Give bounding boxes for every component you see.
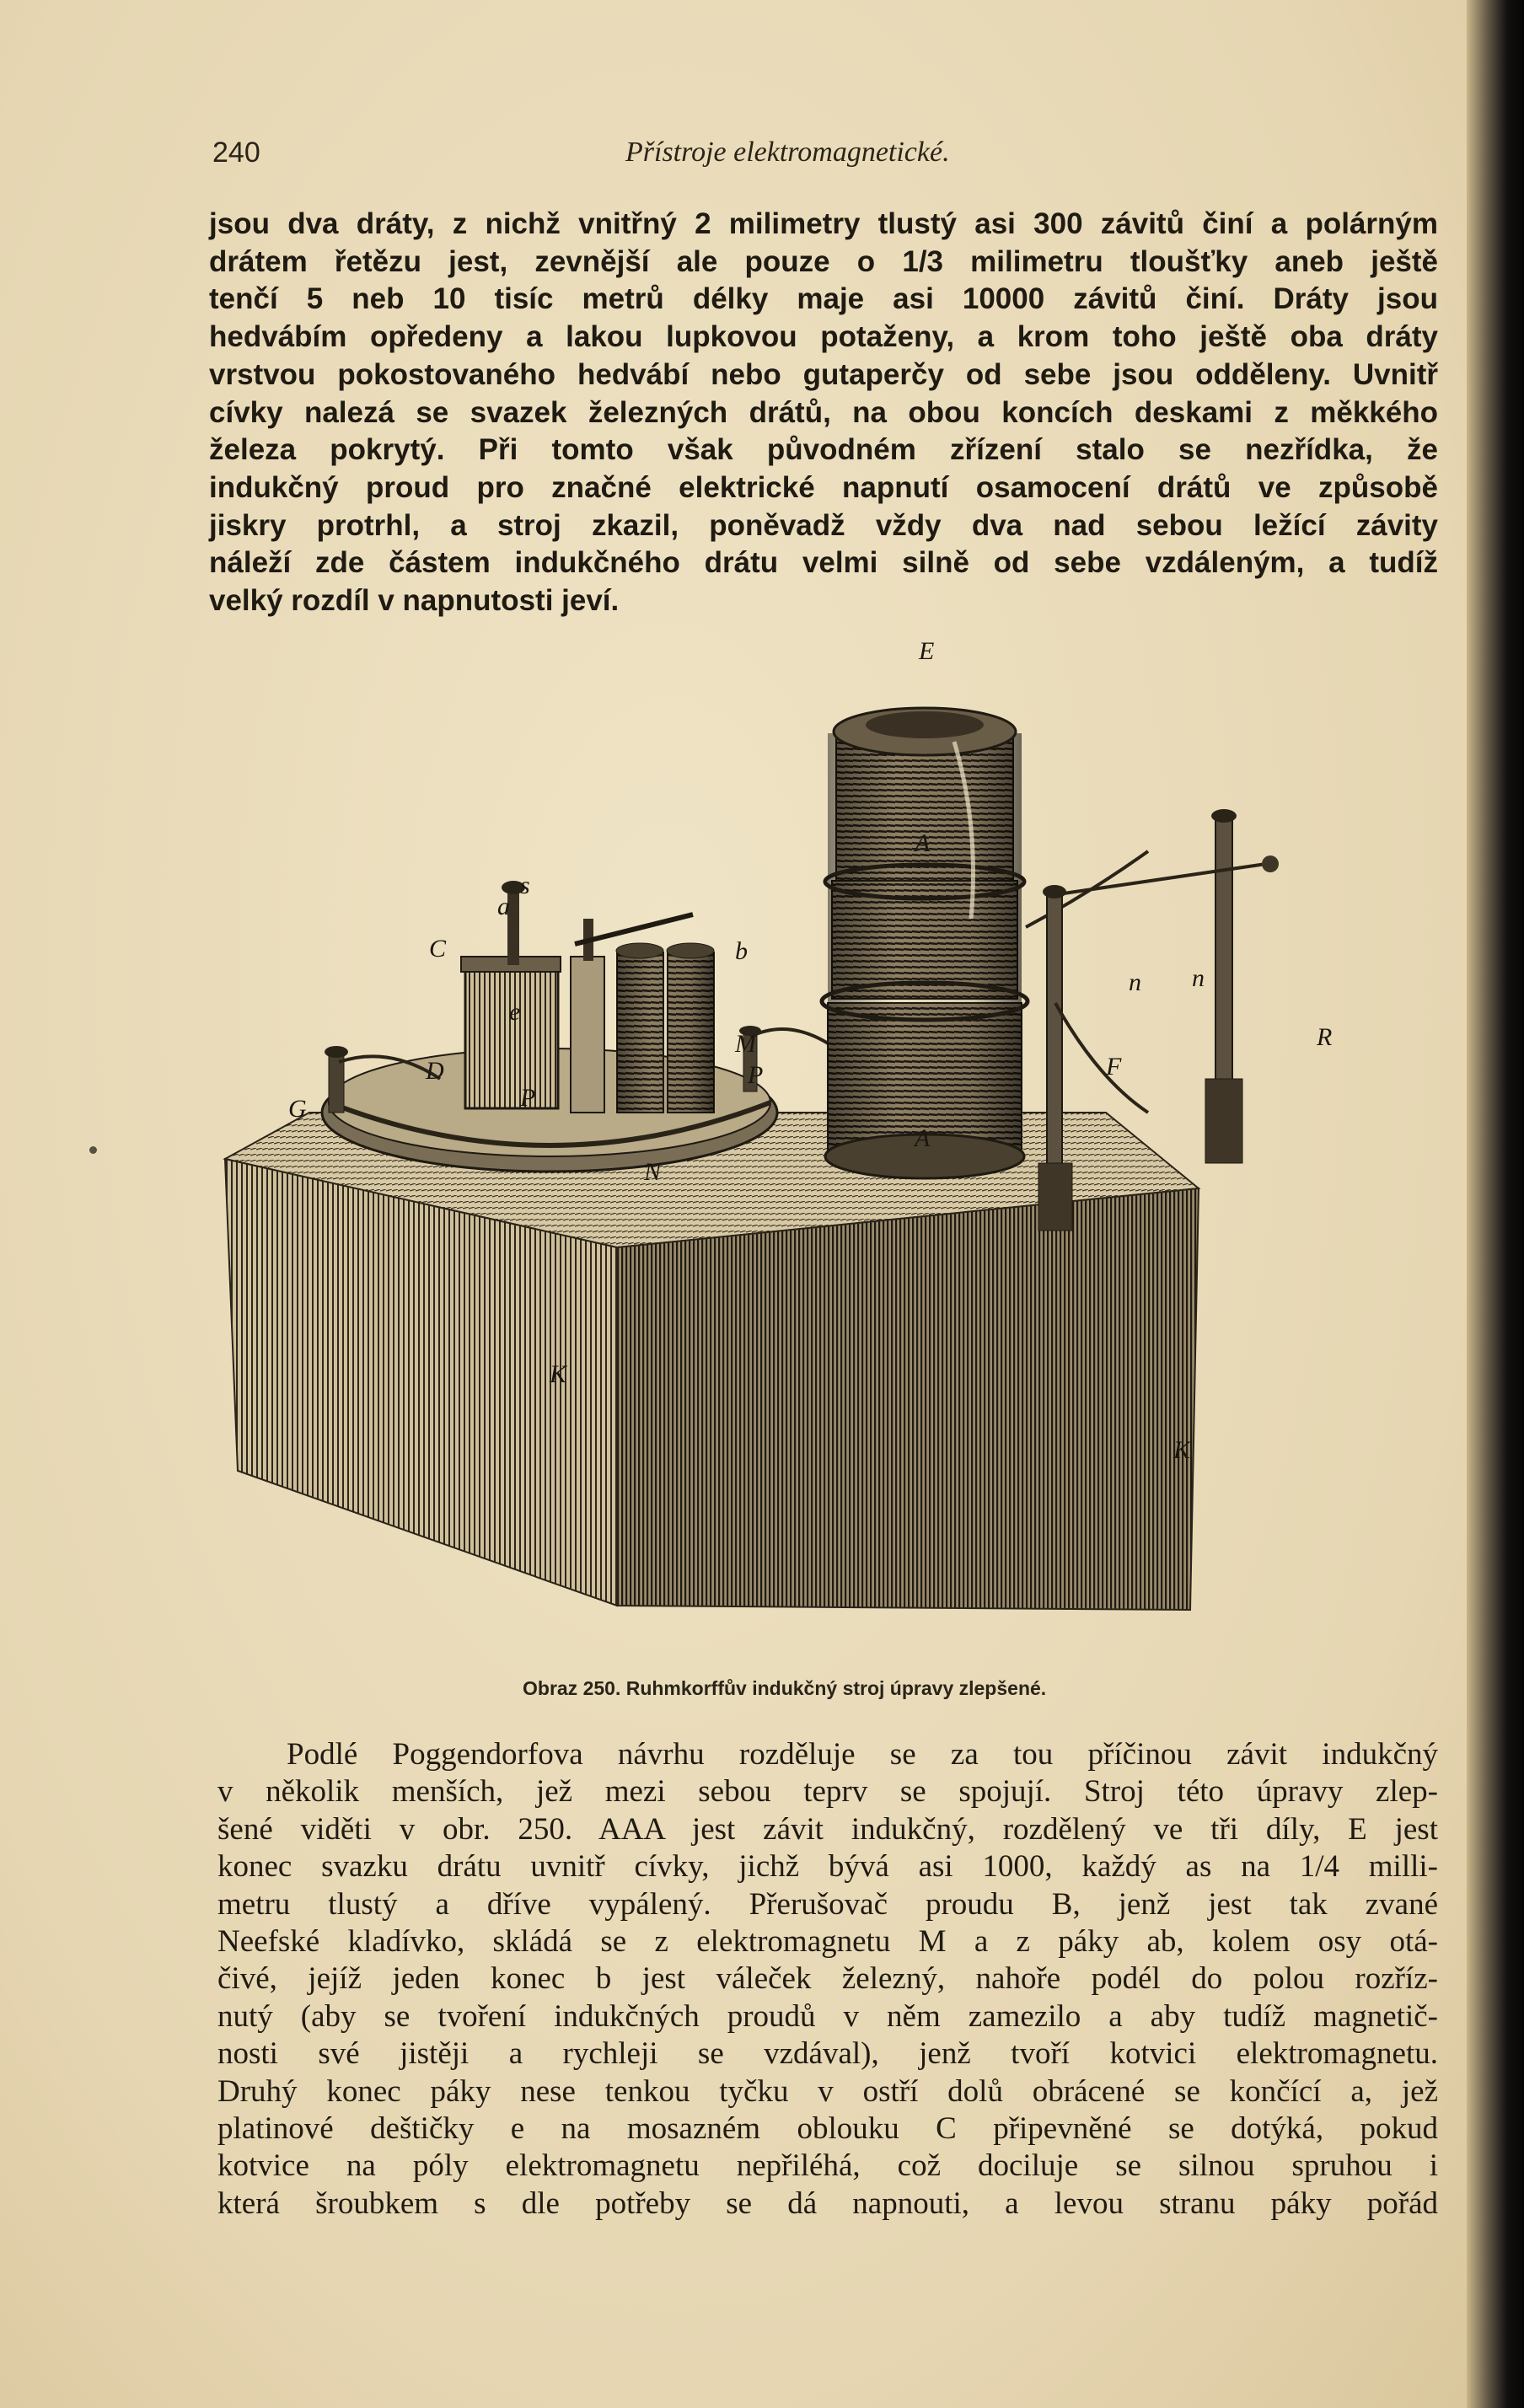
label-s: s xyxy=(520,871,530,899)
label-e-upper: E xyxy=(919,641,935,665)
text-line: šené viděti v obr. 250. AAA jest závit indukčný, rozdělený ve tři díly, E jest xyxy=(217,1811,1438,1847)
label-a-bottom: A xyxy=(915,1124,931,1152)
label-d: D xyxy=(426,1057,444,1085)
text-line: nutý (aby se tvoření indukčných proudů v něm zamezilo a aby tudíž magnetič- xyxy=(217,1998,1438,2034)
induction-coil xyxy=(822,708,1148,1178)
text-line: jiskry protrhl, a stroj zkazil, poněvadž vždy dva nad sebou ležící závity xyxy=(209,508,1438,542)
label-p-left: P xyxy=(520,1084,536,1112)
text-line: vrstvou pokostovaného hedvábí nebo gutaperčy od sebe jsou odděleny. Uvnitř xyxy=(209,357,1438,391)
text-line: která šroubkem s dle potřeby se dá napnouti, a levou stranu páky pořád xyxy=(217,2185,1438,2221)
label-k-side: K xyxy=(1173,1436,1191,1464)
label-e-lower: e xyxy=(509,998,521,1026)
text-line: tenčí 5 neb 10 tisíc metrů délky maje asi 10000 závitů činí. Dráty jsou xyxy=(209,282,1438,316)
label-p-right: P xyxy=(748,1061,764,1089)
text-line: Podlé Poggendorfova návrhu rozděluje se za tou příčinou závit indukčný xyxy=(287,1737,1438,1772)
label-n-spark-1: n xyxy=(1129,968,1141,996)
text-line: kotvice na póly elektromagnetu nepřiléhá, což dociluje se silnou spruhou i xyxy=(217,2148,1438,2184)
text-line: nosti své jistěji a rychleji se vzdával), jenž tvoří kotvici elektromagnetu. xyxy=(217,2036,1438,2072)
text-line: Neefské kladívko, skládá se z elektromagnetu M a z páky ab, kolem osy otá- xyxy=(217,1924,1438,1960)
text-line: konec svazku drátu uvnitř cívky, jichž bývá asi 1000, každý as na 1/4 milli- xyxy=(217,1849,1438,1885)
running-title: Přístroje elektromagnetické. xyxy=(625,137,950,168)
text-line: v několik menších, jež mezi sebou teprv se spojují. Stroj této úpravy zlep- xyxy=(217,1774,1438,1810)
text-line: železa pokrytý. Při tomto však původném zřízení stalo se nezřídka, že xyxy=(209,433,1438,467)
label-a: a xyxy=(497,893,510,920)
figure-caption: Obraz 250. Ruhmkorffův indukčný stroj úpravy zlepšené. xyxy=(523,1677,1047,1699)
page-header xyxy=(212,137,1433,174)
paragraph-coil-construction xyxy=(209,206,1438,620)
text-line: platinové deštičky e na mosazném oblouku C připevněné se dotýká, pokud xyxy=(217,2111,1438,2147)
text-line: indukčný proud pro značné elektrické napnutí osamocení drátů ve způsobě xyxy=(209,470,1438,504)
label-n-spark-2: n xyxy=(1192,964,1205,992)
label-a-top: A xyxy=(915,829,931,857)
label-r: R xyxy=(1317,1023,1333,1051)
paper-speck xyxy=(89,1146,97,1154)
label-f: F xyxy=(1106,1053,1122,1081)
text-line: náleží zde částem indukčného drátu velmi silně od sebe vzdáleným, a tudíž xyxy=(209,546,1438,580)
page-number: 240 xyxy=(212,137,260,169)
label-m: M xyxy=(735,1030,756,1058)
text-line: jsou dva dráty, z nichž vnitřný 2 milimetry tlustý asi 300 závitů činí a polárným xyxy=(209,207,1438,240)
book-gutter-shadow xyxy=(1467,0,1524,2408)
discharger-r xyxy=(1064,809,1279,1163)
label-k-front: K xyxy=(550,1360,567,1388)
text-line: metru tlustý a dříve vypálený. Přerušovač proudu B, jenž jest tak zvané xyxy=(217,1886,1438,1922)
bracket-c xyxy=(461,881,604,1113)
text-line: velký rozdíl v napnutosti jeví. xyxy=(209,584,620,618)
label-c: C xyxy=(429,935,447,963)
label-g: G xyxy=(288,1095,307,1123)
text-line: čivé, jejíž jeden konec b jest váleček železný, nahoře podél do polou rozříz- xyxy=(217,1961,1438,1997)
text-line: hedvábím opředeny a lakou lupkovou potaženy, a krom toho ještě oba dráty xyxy=(209,320,1438,354)
text-line: drátem řetězu jest, zevnější ale pouze o 1/3 milimetru tloušťky aneb ještě xyxy=(209,244,1438,278)
paragraph-poggendorf xyxy=(217,1736,1438,2223)
text-line: cívky nalezá se svazek železných drátů, na obou koncích deskami z měkkého xyxy=(209,395,1438,429)
induction-machine-engraving xyxy=(221,641,1435,1644)
label-n: N xyxy=(644,1158,662,1186)
label-b: b xyxy=(735,937,748,965)
text-line: Druhý konec páky nese tenkou tyčku v ostří dolů obrácené se končící a, jež xyxy=(217,2073,1438,2109)
